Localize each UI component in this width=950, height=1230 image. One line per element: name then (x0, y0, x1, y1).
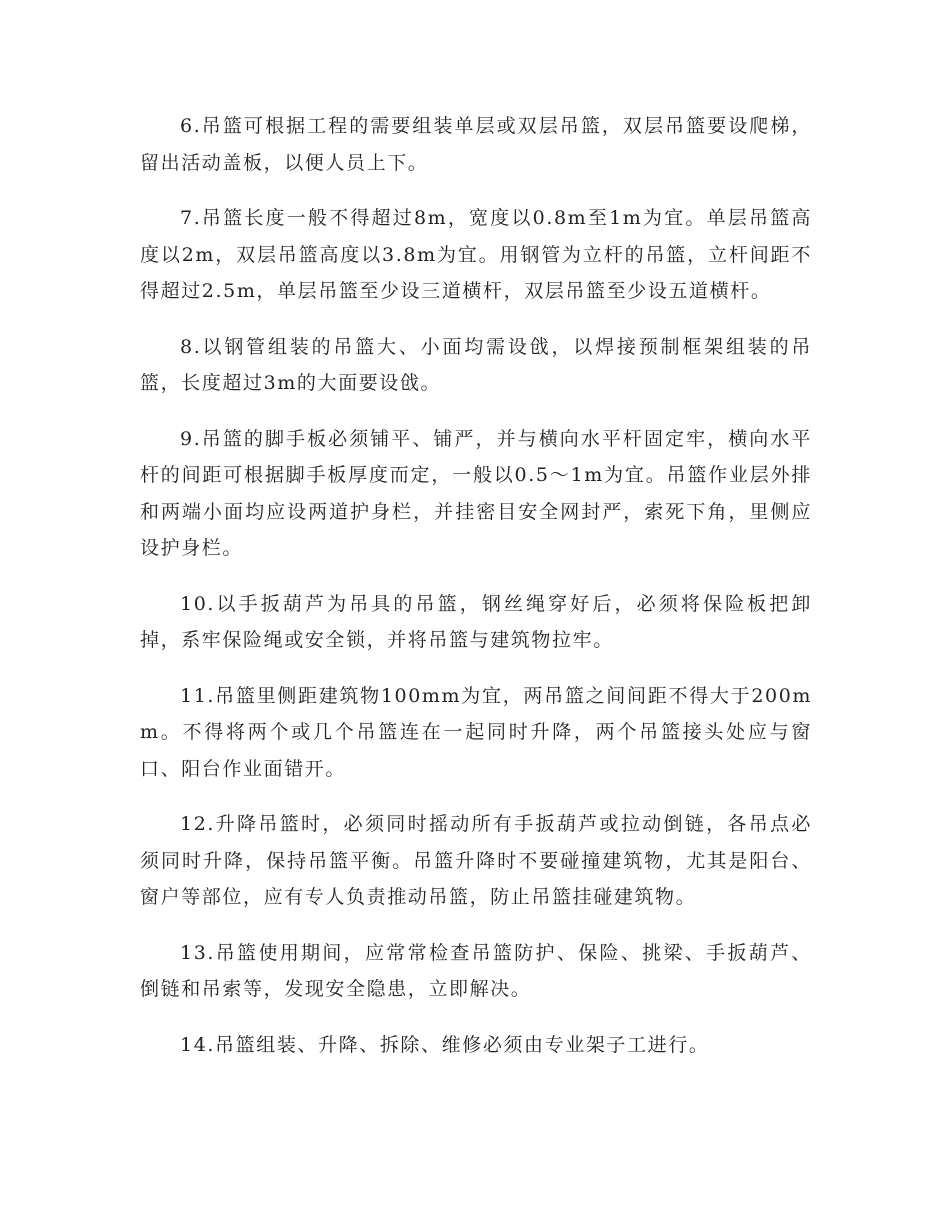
paragraph-item-7: 7.吊篮长度一般不得超过8m，宽度以0.8m至1m为宜。单层吊篮高度以2m，双层吊篮高度以3.8m为宜。用钢管为立杆的吊篮，立杆间距不得超过2.5m，单层吊篮至少设三道横杆，双层吊篮至少设五道横杆。 (140, 207, 812, 302)
paragraph-item-13: 13.吊篮使用期间，应常常检查吊篮防护、保险、挑梁、手扳葫芦、倒链和吊索等，发现安全隐患，立即解决。 (140, 941, 812, 1000)
paragraph-item-10: 10.以手扳葫芦为吊具的吊篮，钢丝绳穿好后，必须将保险板把卸掉，系牢保险绳或安全锁，并将吊篮与建筑物拉牢。 (140, 592, 812, 651)
paragraph-item-14: 14.吊篮组装、升降、拆除、维修必须由专业架子工进行。 (180, 1033, 710, 1056)
document-body (140, 108, 812, 1082)
paragraph-item-9: 9.吊篮的脚手板必须铺平、铺严，并与横向水平杆固定牢，横向水平杆的间距可根据脚手板厚度而定，一般以0.5～1m为宜。吊篮作业层外排和两端小面均应设两道护身栏，并挂密目安全网封严，索死下角，里侧应设护身栏。 (140, 427, 812, 559)
paragraph-item-8: 8.以钢管组装的吊篮大、小面均需设戗，以焊接预制框架组装的吊篮，长度超过3m的大面要设戗。 (140, 335, 812, 394)
paragraph-item-12: 12.升降吊篮时，必须同时摇动所有手扳葫芦或拉动倒链，各吊点必须同时升降，保持吊篮平衡。吊篮升降时不要碰撞建筑物，尤其是阳台、窗户等部位，应有专人负责推动吊篮，防止吊篮挂碰建筑物。 (140, 813, 812, 908)
paragraph-item-11: 11.吊篮里侧距建筑物100mm为宜，两吊篮之间间距不得大于200mm。不得将两个或几个吊篮连在一起同时升降，两个吊篮接头处应与窗口、阳台作业面错开。 (140, 684, 812, 780)
paragraph-item-6: 6.吊篮可根据工程的需要组装单层或双层吊篮，双层吊篮要设爬梯，留出活动盖板，以便人员上下。 (140, 115, 812, 174)
